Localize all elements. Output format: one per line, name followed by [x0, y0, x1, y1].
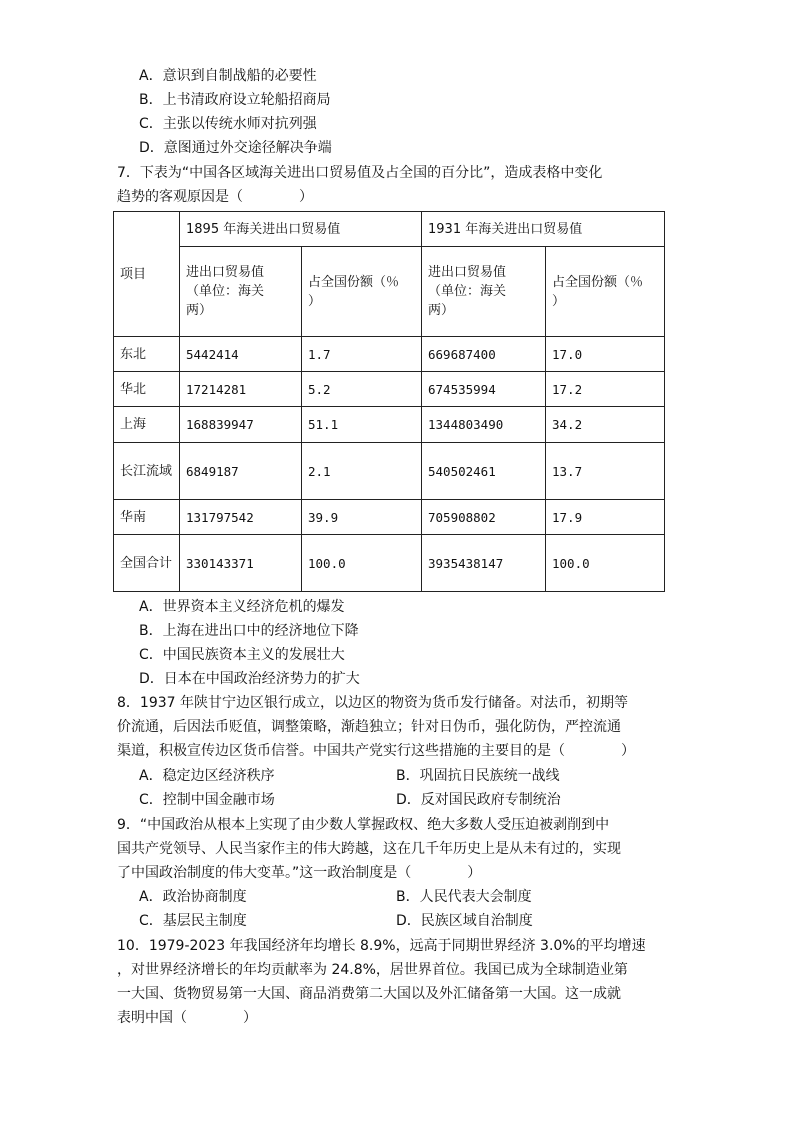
share-1931-cell: 17.9 [546, 500, 665, 535]
table-row [114, 443, 665, 500]
share-1895-cell: 2.1 [302, 443, 422, 500]
value-header-line: 两） [428, 303, 455, 318]
region-cell: 华北 [114, 372, 180, 407]
q8-option-a: A．稳定边区经济秩序 [139, 768, 275, 784]
value-header-1895 [180, 247, 302, 337]
region-cell: 全国合计 [114, 535, 180, 592]
trade-table [113, 211, 665, 592]
table-row [114, 407, 665, 443]
value-1895-cell: 168839947 [180, 407, 302, 443]
share-1931-cell: 34.2 [546, 407, 665, 443]
q10-stem-line-1: 10．1979-2023 年我国经济年均增长 8.9%，远高于同期世界经济 3.0%的平均增速 [117, 938, 646, 954]
share-1931-cell: 13.7 [546, 443, 665, 500]
q7-option-b: B．上海在进出口中的经济地位下降 [139, 623, 359, 639]
share-header-line: ） [308, 293, 322, 309]
share-header-1931 [546, 247, 665, 337]
table-row [114, 337, 665, 372]
year-1895-header: 1895 年海关进出口贸易值 [180, 212, 422, 247]
value-header-line: 进出口贸易值 [428, 265, 507, 280]
q8-option-d: D．反对国民政府专制统治 [396, 792, 561, 808]
region-cell: 长江流域 [114, 443, 180, 500]
table-row [114, 372, 665, 407]
value-1931-cell: 1344803490 [422, 407, 546, 443]
q8-option-b: B．巩固抗日民族统一战线 [396, 768, 560, 784]
q9-option-c: C．基层民主制度 [139, 913, 247, 929]
q8-stem-line-2: 价流通，后因法币贬值，调整策略，渐趋独立；针对日伪币，强化防伪，严控流通 [117, 719, 621, 735]
share-1895-cell: 39.9 [302, 500, 422, 535]
share-1895-cell: 5.2 [302, 372, 422, 407]
value-header-line: （单位：海关 [428, 284, 507, 299]
share-1931-cell: 17.2 [546, 372, 665, 407]
q6-option-c: C．主张以传统水师对抗列强 [139, 116, 317, 132]
value-header-line: 进出口贸易值 [186, 265, 265, 280]
region-cell: 东北 [114, 337, 180, 372]
value-1931-cell: 669687400 [422, 337, 546, 372]
value-1931-cell: 674535994 [422, 372, 546, 407]
q10-stem-line-2: ，对世界经济增长的年均贡献率为 24.8%，居世界首位。我国已成为全球制造业第 [117, 962, 628, 978]
q9-option-b: B．人民代表大会制度 [396, 889, 532, 905]
table-subheader-row [114, 247, 665, 337]
share-1895-cell: 1.7 [302, 337, 422, 372]
value-1931-cell: 540502461 [422, 443, 546, 500]
q10-stem-line-4: 表明中国（ ） [117, 1010, 257, 1026]
share-1931-cell: 17.0 [546, 337, 665, 372]
q6-option-b: B．上书清政府设立轮船招商局 [139, 92, 331, 108]
share-header-line: 占全国份额（％ [552, 274, 644, 290]
q7-stem-line-1: 7．下表为“中国各区域海关进出口贸易值及占全国的百分比”，造成表格中变化 [117, 165, 603, 181]
q9-option-d: D．民族区域自治制度 [396, 913, 533, 929]
value-1895-cell: 131797542 [180, 500, 302, 535]
share-header-line: ） [552, 293, 566, 309]
value-1895-cell: 5442414 [180, 337, 302, 372]
q8-stem-line-1: 8．1937 年陕甘宁边区银行成立，以边区的物资为货币发行储备。对法币，初期等 [117, 695, 628, 711]
share-header-line: 占全国份额（％ [308, 274, 400, 290]
q6-option-a: A．意识到自制战船的必要性 [139, 68, 317, 84]
q8-stem-line-3: 渠道，积极宣传边区货币信誉。中国共产党实行这些措施的主要目的是（ ） [117, 743, 635, 759]
value-1895-cell: 6849187 [180, 443, 302, 500]
region-cell: 上海 [114, 407, 180, 443]
q8-option-c: C．控制中国金融市场 [139, 792, 275, 808]
table-header-row [114, 212, 665, 247]
value-header-line: （单位：海关 [186, 284, 265, 299]
region-cell: 华南 [114, 500, 180, 535]
share-1895-cell: 51.1 [302, 407, 422, 443]
share-1895-cell: 100.0 [302, 535, 422, 592]
item-header: 项目 [114, 212, 180, 337]
share-1931-cell: 100.0 [546, 535, 665, 592]
table-row [114, 500, 665, 535]
q6-option-d: D．意图通过外交途径解决争端 [139, 140, 332, 156]
q9-stem-line-2: 国共产党领导、人民当家作主的伟大跨越，这在几千年历史上是从未有过的，实现 [117, 841, 621, 857]
q7-option-d: D．日本在中国政治经济势力的扩大 [139, 671, 360, 687]
value-header-1931 [422, 247, 546, 337]
q10-stem-line-3: 一大国、货物贸易第一大国、商品消费第二大国以及外汇储备第一大国。这一成就 [117, 986, 621, 1002]
q9-stem-line-3: 了中国政治制度的伟大变革。”这一政治制度是（ ） [117, 865, 482, 881]
year-1931-header: 1931 年海关进出口贸易值 [422, 212, 665, 247]
value-1895-cell: 17214281 [180, 372, 302, 407]
q7-option-a: A．世界资本主义经济危机的爆发 [139, 599, 345, 615]
share-header-1895 [302, 247, 422, 337]
value-1931-cell: 705908802 [422, 500, 546, 535]
q7-option-c: C．中国民族资本主义的发展壮大 [139, 647, 345, 663]
value-1931-cell: 3935438147 [422, 535, 546, 592]
value-1895-cell: 330143371 [180, 535, 302, 592]
value-header-line: 两） [186, 303, 213, 318]
table-row [114, 535, 665, 592]
q9-stem-line-1: 9．“中国政治从根本上实现了由少数人掌握政权、绝大多数人受压迫被剥削到中 [117, 817, 610, 833]
q9-option-a: A．政治协商制度 [139, 889, 247, 905]
q7-stem-line-2: 趋势的客观原因是（ ） [117, 189, 313, 205]
